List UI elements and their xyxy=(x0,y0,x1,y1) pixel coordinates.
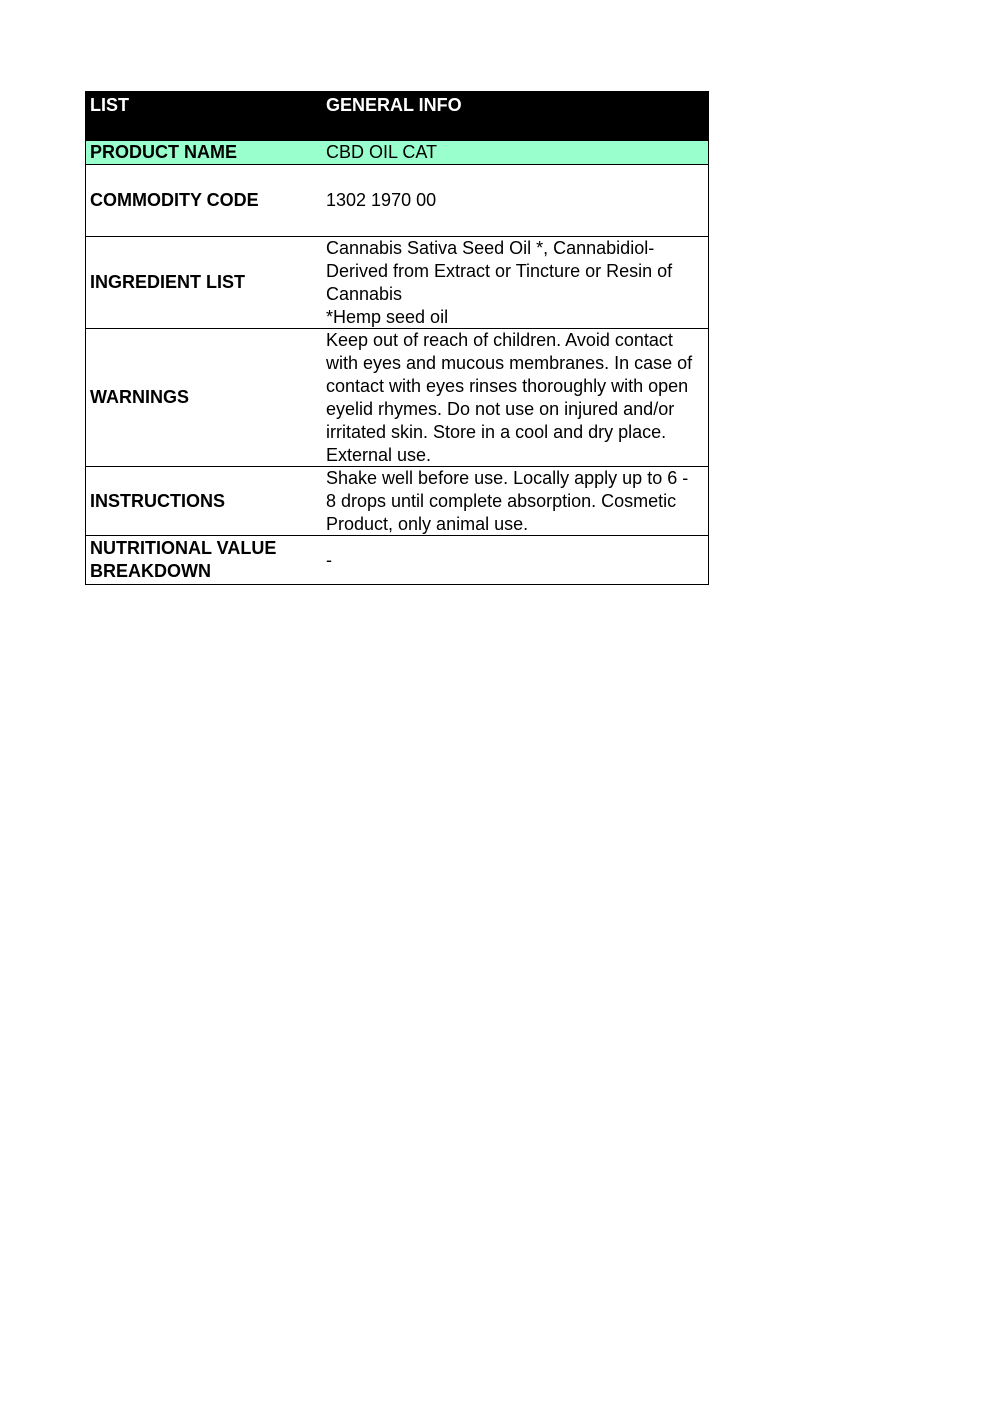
value-product-name: CBD OIL CAT xyxy=(326,142,438,162)
label-ingredient-list: INGREDIENT LIST xyxy=(90,272,246,292)
value-nutritional-value: - xyxy=(326,549,332,570)
table-header-row xyxy=(86,92,708,141)
label-instructions: INSTRUCTIONS xyxy=(90,490,225,511)
table-row-product-name xyxy=(86,141,708,165)
table-row-commodity-code xyxy=(86,165,708,237)
header-list: LIST xyxy=(90,95,129,115)
header-general-info: GENERAL INFO xyxy=(326,95,462,115)
product-info-table xyxy=(85,91,709,585)
label-product-name: PRODUCT NAME xyxy=(90,142,237,162)
table-row-instructions xyxy=(86,467,708,536)
value-warnings: Keep out of reach of children. Avoid contact with eyes and mucous membranes. In case of contact with eyes rinses thoroughly with open eyelid rhymes. Do not use on injured and/or irritated skin. Store in a cool and dry place. External use. xyxy=(326,329,693,465)
table-row-ingredient-list xyxy=(86,237,708,329)
label-warnings: WARNINGS xyxy=(90,387,189,407)
value-ingredient-list: Cannabis Sativa Seed Oil *, Cannabidiol- Derived from Extract or Tincture or Resin of Cannabis *Hemp seed oil xyxy=(326,237,673,327)
table-row-warnings xyxy=(86,329,708,467)
table-row-nutritional-value xyxy=(86,536,708,584)
value-instructions: Shake well before use. Locally apply up to 6 - 8 drops until complete absorption. Cosmetic Product, only animal use. xyxy=(326,467,689,534)
value-commodity-code: 1302 1970 00 xyxy=(326,190,437,210)
label-nutritional-value: NUTRITIONAL VALUE BREAKDOWN xyxy=(90,538,277,581)
label-commodity-code: COMMODITY CODE xyxy=(90,190,259,210)
